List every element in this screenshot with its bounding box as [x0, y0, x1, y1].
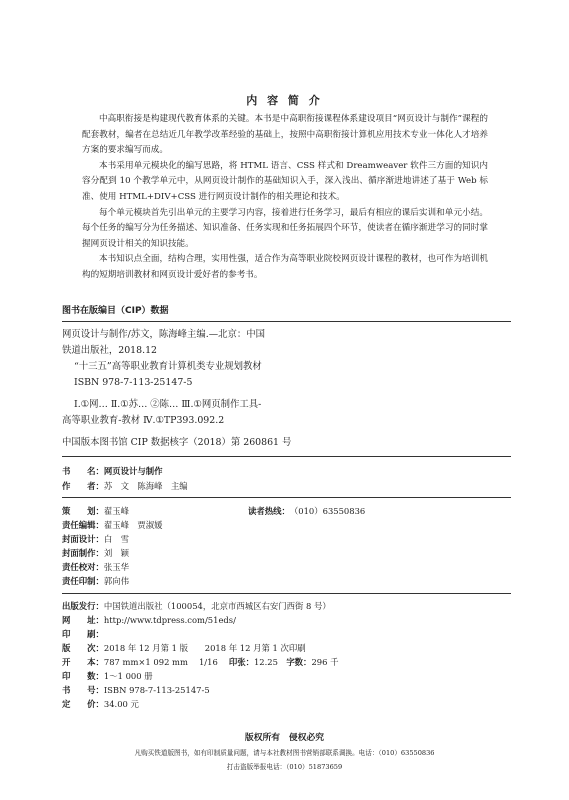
- hotline-label: 读者热线：: [248, 506, 290, 516]
- cover-design-label: 封面设计：: [62, 534, 104, 544]
- proof-value: 张玉华: [103, 562, 129, 572]
- sheets-label: 印张：: [228, 657, 254, 667]
- cip-line-7: 中国版本图书馆 CIP 数据核字（2018）第 260861 号: [62, 437, 292, 448]
- cip-bottom-rule: [62, 456, 511, 457]
- quality-notice: 凡购买铁道版图书，如有印制质量问题，请与本社教材图书营销部联系调换。电话：（010）63550836: [134, 749, 435, 757]
- website-row: [62, 614, 236, 626]
- printer-label: 印 刷：: [62, 629, 104, 639]
- format-label: 开 本：: [62, 657, 104, 667]
- website-value: http://www.tdpress.com/51eds/: [103, 615, 236, 625]
- cip-line-5: Ⅰ.①网… Ⅱ.①苏… ②陈… Ⅲ.①网页制作工具-: [74, 399, 262, 410]
- isbn-label: 书 号：: [62, 685, 104, 695]
- sheets-value: 12.25: [253, 657, 287, 667]
- count-value: 1～1 000 册: [103, 671, 153, 681]
- cip-line-3: “十三五”高等职业教育计算机类专业规划教材: [74, 361, 262, 372]
- print-duty-value: 郭向伟: [103, 576, 129, 586]
- isbn-value: ISBN 978-7-113-25147-5: [103, 685, 210, 695]
- rights-notice: 版权所有 侵权必究: [244, 733, 325, 743]
- format-value: 787 mm×1 092 mm 1/16: [103, 657, 229, 667]
- cover-make-label: 封面制作：: [62, 548, 104, 558]
- summary-title: 内 容 简 介: [246, 94, 323, 107]
- cip-heading: 图书在版编目（CIP）数据: [62, 306, 169, 316]
- proof-row: [62, 561, 129, 573]
- cip-top-rule: [62, 321, 511, 322]
- editor-label: 责任编辑：: [62, 520, 104, 530]
- edition-row: [62, 642, 306, 654]
- planner-value: 翟玉峰: [103, 506, 129, 516]
- cip-line-1: 网页设计与制作/苏文，陈海峰主编.—北京：中国: [62, 329, 266, 340]
- print-duty-row: [62, 575, 129, 587]
- summary-paragraph-1: 中高职衔接是构建现代教育体系的关键。本书是中高职衔接课程体系建设项目“网页设计与制作”课程的配套教材，编者在总结近几年教学改革经验的基础上，按照中高职衔接计算机应用技术专业一体化人才培养方案的要求编写而成。: [82, 114, 488, 156]
- proof-label: 责任校对：: [62, 562, 104, 572]
- book-title-label: 书 名：: [62, 466, 104, 476]
- summary-body: [82, 112, 488, 284]
- print-duty-label: 责任印制：: [62, 576, 104, 586]
- cover-design-value: 白 雪: [103, 534, 129, 544]
- price-value: 34.00 元: [103, 699, 139, 709]
- hotline-value: （010）63550836: [289, 506, 366, 516]
- website-label: 网 址：: [62, 615, 104, 625]
- format-row: [62, 656, 338, 668]
- piracy-report: 打击盗版举报电话：（010）51873659: [226, 763, 343, 771]
- cip-line-4: ISBN 978-7-113-25147-5: [74, 377, 193, 388]
- cip-line-6: 高等职业教育-教材 Ⅳ.①TP393.092.2: [62, 415, 225, 426]
- cip-line-2: 铁道出版社，2018.12: [62, 345, 158, 356]
- staff-rule: [62, 593, 511, 594]
- book-title-value: 网页设计与制作: [103, 466, 163, 476]
- book-author-value: 苏 文 陈海峰 主编: [103, 481, 188, 491]
- planner-row: [62, 505, 129, 517]
- edition-value: 2018 年 12 月第 1 版 2018 年 12 月第 1 次印刷: [103, 643, 306, 653]
- publisher-label: 出版发行：: [62, 601, 104, 611]
- book-rule: [62, 497, 511, 498]
- summary-paragraph-2: 本书采用单元模块化的编写思路，将 HTML 语言、CSS 样式和 Dreamweaver 软件三方面的知识内容分配到 10 个教学单元中，从网页设计制作的基础知识入手，深入浅出、循序渐进地讲述了基于 Web 标准、使用 HTML+DIV+CSS 进行网页设计制作的相关理论和技术。: [82, 160, 488, 202]
- publisher-row: [62, 600, 331, 612]
- printer-row: [62, 628, 104, 640]
- cover-make-value: 刘 颖: [103, 548, 129, 558]
- planner-label: 策 划：: [62, 506, 104, 516]
- editor-row: [62, 519, 163, 531]
- count-label: 印 数：: [62, 671, 104, 681]
- cover-design-row: [62, 533, 129, 545]
- editor-value: 翟玉峰 贾淑媛: [103, 520, 163, 530]
- edition-label: 版 次：: [62, 643, 104, 653]
- summary-paragraph-4: 本书知识点全面，结构合理，实用性强，适合作为高等职业院校网页设计课程的教材，也可作为培训机构的短期培训教材和网页设计爱好者的参考书。: [82, 254, 488, 280]
- words-label: 字数：: [286, 657, 312, 667]
- price-label: 定 价：: [62, 699, 104, 709]
- cover-make-row: [62, 547, 129, 559]
- hotline-row: [248, 505, 365, 517]
- words-value: 296 千: [311, 657, 339, 667]
- book-title-row: [62, 465, 163, 477]
- book-author-row: [62, 480, 188, 492]
- publisher-value: 中国铁道出版社（100054，北京市西城区右安门西街 8 号）: [103, 601, 331, 611]
- summary-paragraph-3: 每个单元模块首先引出单元的主要学习内容，接着进行任务学习，最后有相应的课后实训和单元小结。每个任务的编写分为任务描述、知识准备、任务实现和任务拓展四个环节，使读者在循序渐进学习的同时掌握网页设计相关的知识技能。: [82, 207, 488, 249]
- price-row: [62, 698, 139, 710]
- book-author-label: 作 者：: [62, 481, 104, 491]
- isbn-row: [62, 684, 210, 696]
- count-row: [62, 670, 153, 682]
